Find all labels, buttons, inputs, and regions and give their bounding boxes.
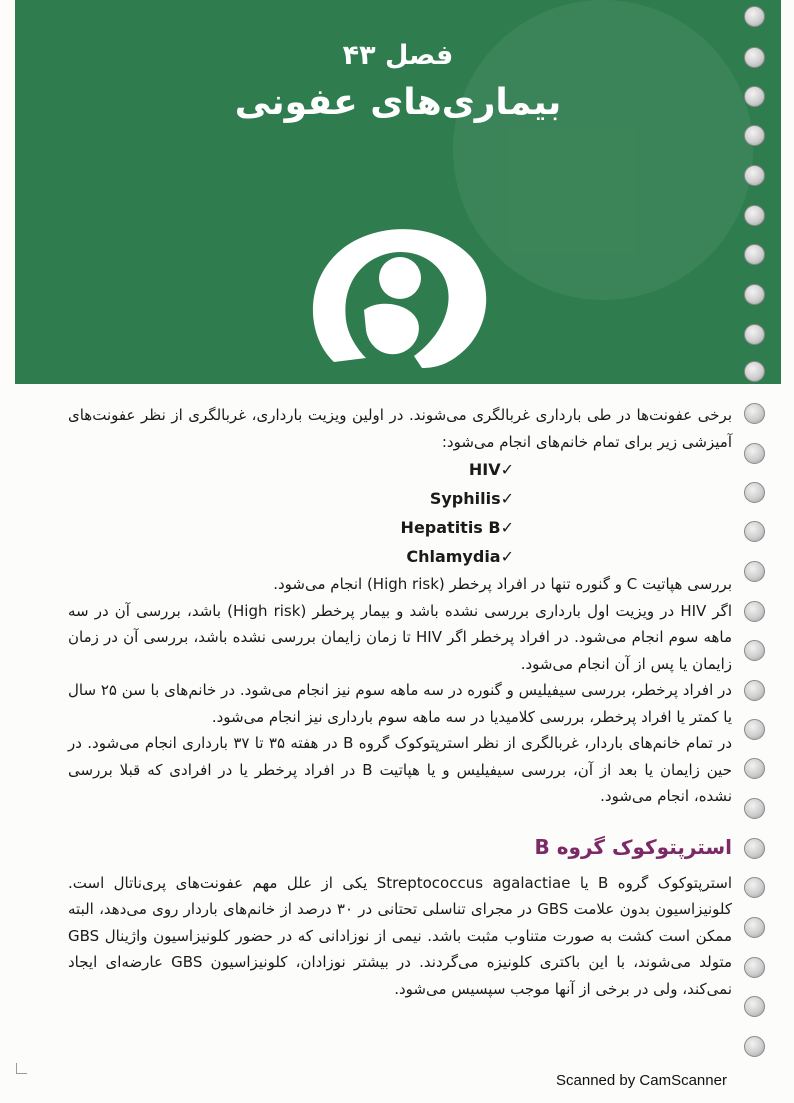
check-icon: ✓ <box>500 460 514 479</box>
list-item <box>68 484 732 513</box>
binding-hole <box>744 6 765 27</box>
infection-name: Chlamydia <box>406 547 501 566</box>
binding-hole <box>744 917 765 938</box>
hepatitis-c-paragraph: بررسی هپاتیت C و گنوره تنها در افراد پرخطر (High risk) انجام می‌شود. <box>273 575 732 593</box>
binding-hole <box>744 877 765 898</box>
binding-hole <box>744 719 765 740</box>
infection-name: Hepatitis B <box>400 518 501 537</box>
binding-hole <box>744 482 765 503</box>
page-corner-mark <box>16 1063 27 1074</box>
binding-holes <box>744 0 768 1070</box>
list-item <box>68 455 732 484</box>
binding-hole <box>744 798 765 819</box>
binding-hole <box>744 443 765 464</box>
binding-hole <box>744 996 765 1017</box>
binding-hole <box>744 244 765 265</box>
chapter-title: بیماری‌های عفونی <box>234 82 562 123</box>
binding-hole <box>744 165 765 186</box>
binding-hole <box>744 324 765 345</box>
gbs-screening-paragraph: در تمام خانم‌های باردار، غربالگری از نظر استرپتوکوک گروه B در هفته ۳۵ تا ۳۷ بارداری انجام می‌شود. در حین زایمان یا بعد از آن، بررسی سیفیلیس و یا هپاتیت B در افراد پرخطر یا در افرادی که قبلا بررسی نشده، انجام می‌شود. <box>68 734 733 805</box>
mother-child-icon <box>302 216 492 376</box>
binding-hole <box>744 86 765 107</box>
screening-list <box>68 455 732 571</box>
chapter-header <box>15 0 781 384</box>
binding-hole <box>744 561 765 582</box>
check-icon: ✓ <box>500 489 514 508</box>
binding-hole <box>744 758 765 779</box>
binding-hole <box>744 601 765 622</box>
binding-hole <box>744 125 765 146</box>
section-heading: استرپتوکوک گروه B <box>534 834 732 859</box>
page-body <box>68 402 732 1002</box>
binding-hole <box>744 640 765 661</box>
chapter-number: فصل ۴۳ <box>342 40 454 71</box>
scanner-watermark: Scanned by CamScanner <box>556 1072 727 1089</box>
check-icon: ✓ <box>500 547 514 566</box>
binding-hole <box>744 284 765 305</box>
binding-hole <box>744 957 765 978</box>
list-item <box>68 542 732 571</box>
binding-hole <box>744 361 765 382</box>
binding-hole <box>744 838 765 859</box>
binding-hole <box>744 521 765 542</box>
section-body: استرپتوکوک گروه B یا Streptococcus agalactiae یکی از علل مهم عفونت‌های پری‌ناتال است. کلونیزاسیون بدون علامت GBS در مجرای تناسلی تحتانی در ۳۰ درصد از خانم‌های باردار روی می‌دهد، البته ممکن است کشت به صورت متناوب مثبت باشد. نیمی از نوزادانی که در حضور کلونیزاسیون واژینال GBS متولد می‌شوند، با این باکتری کلونیزه می‌گردند. در بیشتر نوزادان، کلونیزاسیون GBS عارضه‌ای ایجاد نمی‌کند، ولی در برخی از آنها موجب سپسیس می‌شود. <box>68 873 733 998</box>
binding-hole <box>744 205 765 226</box>
check-icon: ✓ <box>500 518 514 537</box>
binding-hole <box>744 1036 765 1057</box>
third-trimester-paragraph: در افراد پرخطر، بررسی سیفیلیس و گنوره در سه ماهه سوم نیز انجام می‌شود. در خانم‌های با سن ۲۵ سال یا کمتر یا افراد پرخطر، بررسی کلامیدیا در سه ماهه سوم بارداری نیز انجام می‌شود. <box>68 681 732 726</box>
infection-name: HIV <box>468 460 501 479</box>
infection-name: Syphilis <box>429 489 501 508</box>
list-item <box>68 513 732 542</box>
hiv-paragraph: اگر HIV در ویزیت اول بارداری بررسی نشده باشد و بیمار پرخطر (High risk) باشد، بررسی آن در سه ماهه سوم انجام می‌شود. در افراد پرخطر اگر HIV تا زمان زایمان بررسی نشده باشد، بررسی آن در زمان زایمان یا پس از آن انجام می‌شود. <box>68 601 732 673</box>
binding-hole <box>744 47 765 68</box>
binding-hole <box>744 403 765 424</box>
binding-hole <box>744 680 765 701</box>
intro-paragraph: برخی عفونت‌ها در طی بارداری غربالگری می‌شوند. در اولین ویزیت بارداری، غربالگری از نظر عفونت‌های آمیزشی زیر برای تمام خانم‌های انجام می‌شود: <box>68 406 732 451</box>
